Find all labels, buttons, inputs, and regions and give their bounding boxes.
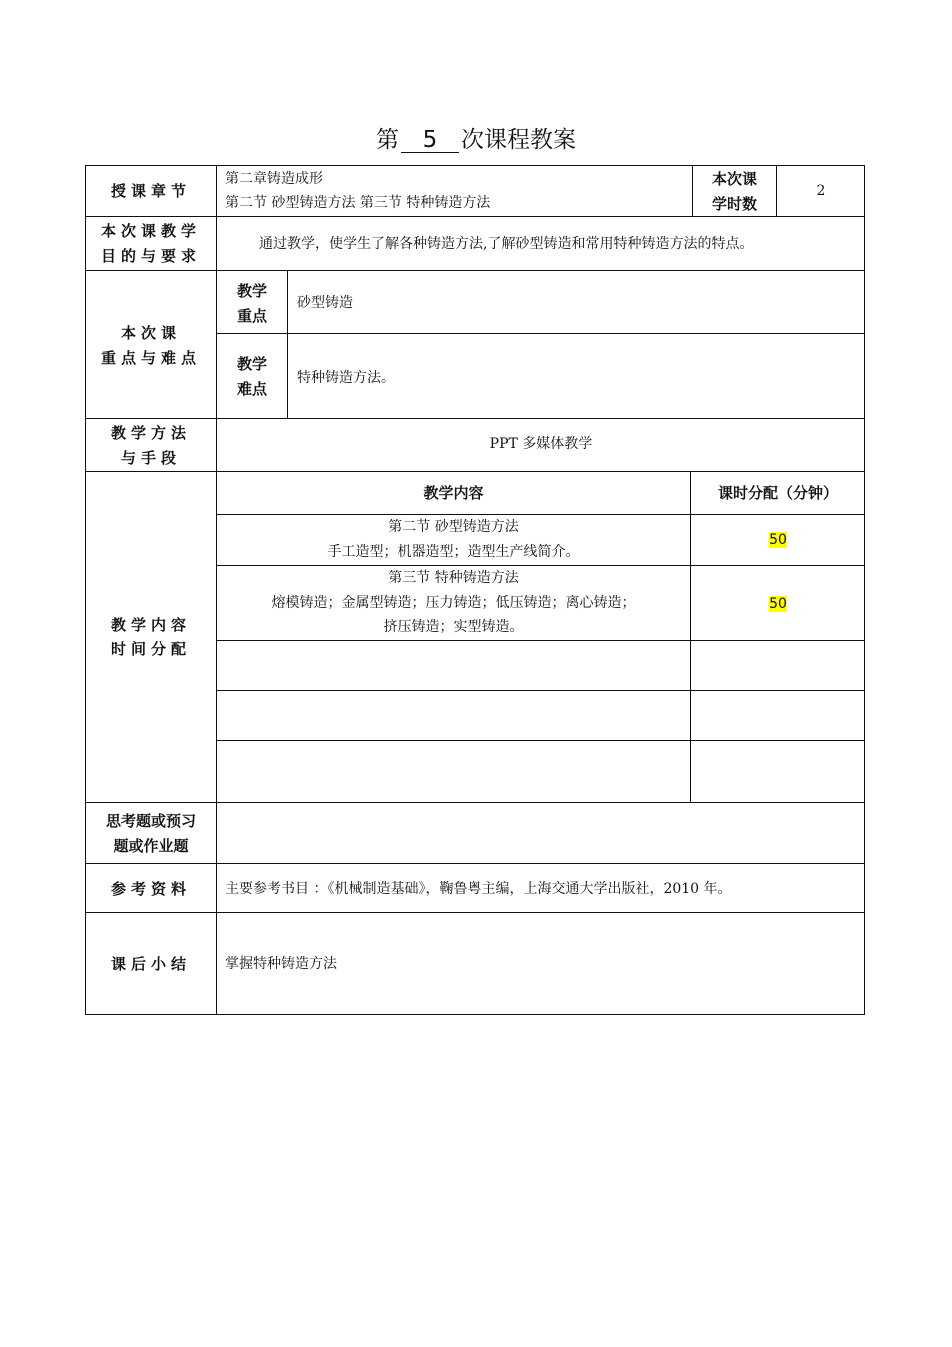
summary-label: 课后小结 xyxy=(110,955,191,973)
row-divider xyxy=(216,740,865,741)
minutes-value: 50 xyxy=(769,596,787,612)
row-divider xyxy=(85,802,865,803)
content-row-1-line-2: 手工造型；机器造型；造型生产线简介。 xyxy=(327,544,580,560)
content-row-2-line-1: 第三节 特种铸造方法 xyxy=(388,570,519,586)
reference-label: 参考资料 xyxy=(110,880,191,898)
lesson-number: 5 xyxy=(401,128,459,153)
summary-text: 掌握特种铸造方法 xyxy=(225,956,337,972)
method-label-2: 与手段 xyxy=(120,449,181,467)
row-divider xyxy=(216,333,865,334)
row-divider xyxy=(85,863,865,864)
method-label-1: 教学方法 xyxy=(110,424,191,442)
chapter-label: 授课章节 xyxy=(110,182,191,200)
objective-text: 通过教学，使学生了解各种铸造方法,了解砂型铸造和常用特种铸造方法的特点。 xyxy=(259,236,754,252)
content-row-1-line-1: 第二节 砂型铸造方法 xyxy=(388,519,519,535)
focus-text: 砂型铸造 xyxy=(297,295,353,311)
row-divider xyxy=(85,418,865,419)
hours-value: 2 xyxy=(816,183,826,199)
reference-text: 主要参考书目 ：《机械制造基础》，鞠鲁粤主编，上海交通大学出版社，2010 年。 xyxy=(225,881,732,897)
content-header: 教学内容 xyxy=(423,484,484,502)
row-divider xyxy=(216,690,865,691)
column-divider xyxy=(287,270,288,418)
row-divider xyxy=(85,471,865,472)
chapter-line-2: 第二节 砂型铸造方法 第三节 特种铸造方法 xyxy=(225,195,491,211)
page-title xyxy=(0,124,952,156)
row-divider xyxy=(85,216,865,217)
method-text: PPT 多媒体教学 xyxy=(489,436,593,452)
column-divider xyxy=(690,471,691,802)
hours-label-2: 学时数 xyxy=(711,195,757,213)
content-row-2-line-2: 熔模铸造；金属型铸造；压力铸造；低压铸造；离心铸造； xyxy=(271,595,636,611)
minutes-value: 50 xyxy=(769,532,787,548)
keypoints-label-1: 本次课 xyxy=(120,324,181,342)
title-suffix: 次课程教案 xyxy=(461,127,576,153)
focus-label-1: 教学 xyxy=(236,282,267,300)
hours-label-1: 本次课 xyxy=(711,170,757,188)
homework-label-2: 题或作业题 xyxy=(113,837,189,855)
content-label-1: 教学内容 xyxy=(110,616,191,634)
row-divider xyxy=(216,640,865,641)
homework-label-1: 思考题或预习 xyxy=(105,812,196,830)
chapter-line-1: 第二章铸造成形 xyxy=(225,171,323,187)
difficulty-text: 特种铸造方法。 xyxy=(297,370,395,386)
time-header: 课时分配（分钟） xyxy=(717,484,838,502)
objective-label-2: 目的与要求 xyxy=(100,247,201,265)
keypoints-label-2: 重点与难点 xyxy=(100,349,201,367)
time-cell-1 xyxy=(691,527,865,552)
objective-label-1: 本次课教学 xyxy=(100,222,201,240)
focus-label-2: 重点 xyxy=(236,307,267,325)
content-label-2: 时间分配 xyxy=(110,640,191,658)
content-row-2-line-3: 挤压铸造；实型铸造。 xyxy=(383,619,524,635)
difficulty-label-1: 教学 xyxy=(236,355,267,373)
time-cell-2 xyxy=(691,591,865,616)
row-divider xyxy=(85,270,865,271)
difficulty-label-2: 难点 xyxy=(236,380,267,398)
row-divider xyxy=(85,912,865,913)
title-prefix: 第 xyxy=(376,127,399,153)
